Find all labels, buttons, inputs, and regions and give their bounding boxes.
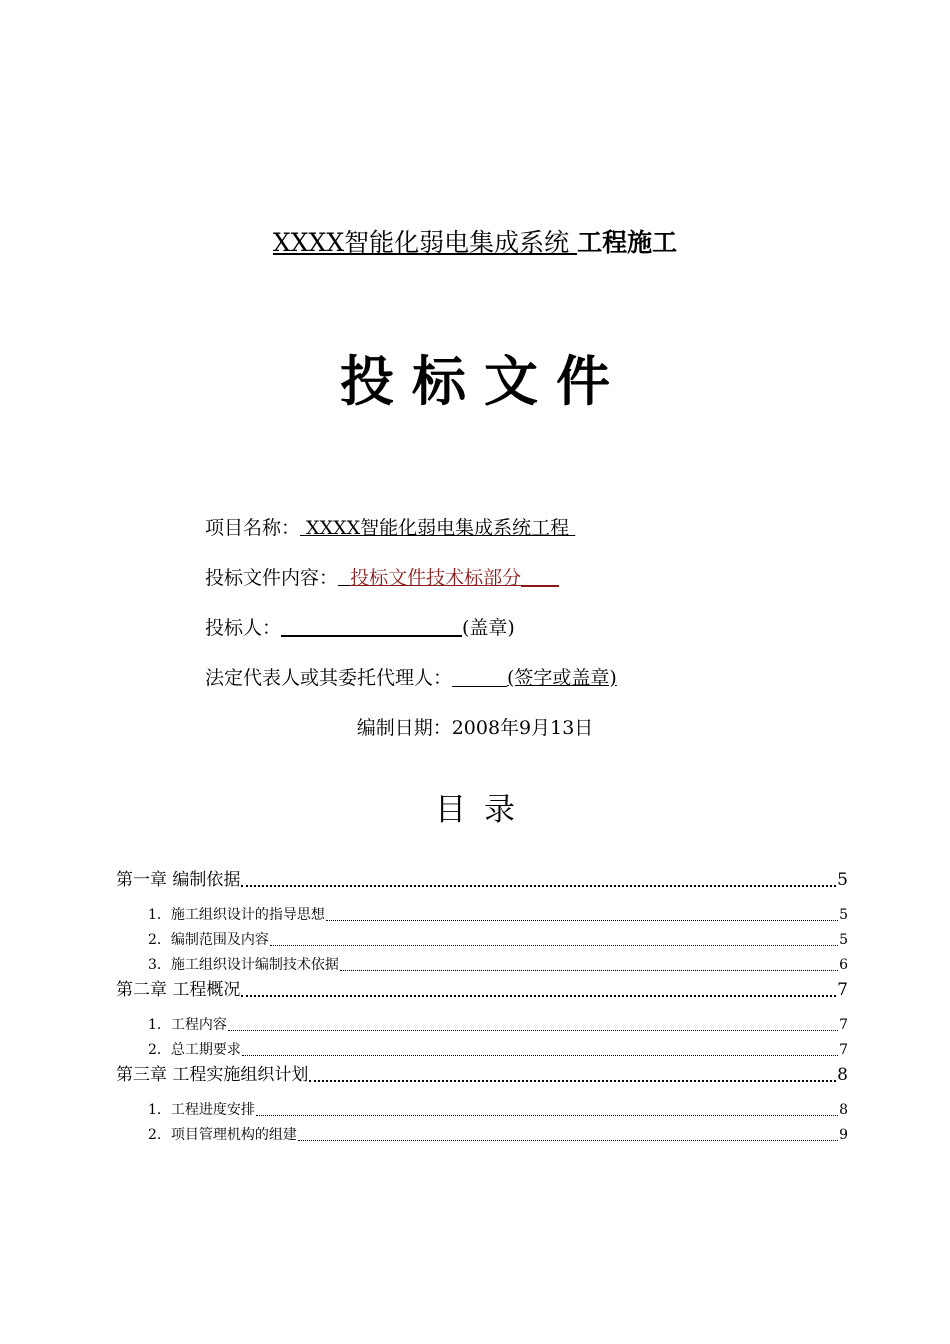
project-title-name: XXXX智能化弱电集成系统	[272, 228, 578, 257]
document-title: 投标文件	[340, 349, 628, 413]
representative-line	[205, 664, 617, 692]
toc-leader	[298, 1139, 838, 1141]
representative-label: 法定代表人或其委托代理人：	[205, 667, 453, 689]
toc-entry-page: 9	[839, 1127, 848, 1143]
toc-leader	[241, 994, 836, 997]
toc-leader	[241, 884, 836, 887]
toc-entry-label: 2．总工期要求	[148, 1042, 241, 1058]
toc-entry[interactable]	[116, 868, 848, 892]
project-name-label: 项目名称：	[205, 517, 301, 539]
bidder-label: 投标人：	[205, 617, 282, 639]
toc-entry-label: 3．施工组织设计编制技术依据	[148, 957, 339, 973]
project-name-value: XXXX智能化弱电集成系统工程	[300, 517, 576, 539]
toc-leader	[256, 1114, 838, 1116]
content-value: 投标文件技术标部分	[350, 567, 522, 589]
toc-entry[interactable]	[116, 1125, 848, 1145]
bidder-line	[205, 614, 515, 642]
project-name-line	[205, 514, 575, 542]
compile-date: 编制日期：2008年9月13日	[356, 717, 594, 739]
toc-entry-label: 第二章 工程概况	[116, 980, 241, 1000]
toc-entry[interactable]	[116, 1015, 848, 1035]
toc-entry-label: 2．项目管理机构的组建	[148, 1127, 297, 1143]
toc-entry-page: 7	[837, 980, 848, 1000]
toc-entry-page: 7	[839, 1042, 848, 1058]
toc-entry-label: 1．工程进度安排	[148, 1102, 255, 1118]
toc-entry-page: 8	[837, 1065, 848, 1085]
toc-leader	[228, 1029, 838, 1031]
representative-suffix: (签字或盖章)	[507, 667, 617, 689]
content-label: 投标文件内容：	[205, 567, 339, 589]
toc-entry[interactable]	[116, 905, 848, 925]
toc-entry[interactable]	[116, 978, 848, 1002]
toc-entry-page: 5	[837, 870, 848, 890]
toc-entry-label: 2．编制范围及内容	[148, 932, 269, 948]
toc-entry-label: 第三章 工程实施组织计划	[116, 1065, 309, 1085]
toc-leader	[270, 944, 838, 946]
content-value-pad	[338, 567, 350, 589]
toc-leader	[309, 1079, 836, 1082]
toc-leader	[242, 1054, 838, 1056]
bidder-blank	[281, 615, 462, 637]
toc-leader	[326, 919, 838, 921]
representative-blank	[452, 666, 507, 687]
toc-entry-page: 5	[839, 932, 848, 948]
content-value-blank	[521, 565, 559, 587]
project-title	[0, 226, 950, 260]
toc-leader	[340, 969, 838, 971]
toc-entry-label: 1．工程内容	[148, 1017, 227, 1033]
project-title-suffix: 工程施工	[577, 228, 678, 257]
toc-entry-label: 1．施工组织设计的指导思想	[148, 907, 325, 923]
toc-entry[interactable]	[116, 930, 848, 950]
toc-entry-page: 8	[839, 1102, 848, 1118]
toc-entry-page: 5	[839, 907, 848, 923]
toc-entry[interactable]	[116, 1063, 848, 1087]
content-line	[205, 564, 559, 592]
bidder-suffix: (盖章)	[462, 617, 515, 639]
toc-title: 目录	[435, 792, 533, 828]
toc-entry[interactable]	[116, 1040, 848, 1060]
toc-entry-label: 第一章 编制依据	[116, 870, 241, 890]
toc-entry-page: 7	[839, 1017, 848, 1033]
toc-entry[interactable]	[116, 955, 848, 975]
toc-entry-page: 6	[839, 957, 848, 973]
toc-entry[interactable]	[116, 1100, 848, 1120]
